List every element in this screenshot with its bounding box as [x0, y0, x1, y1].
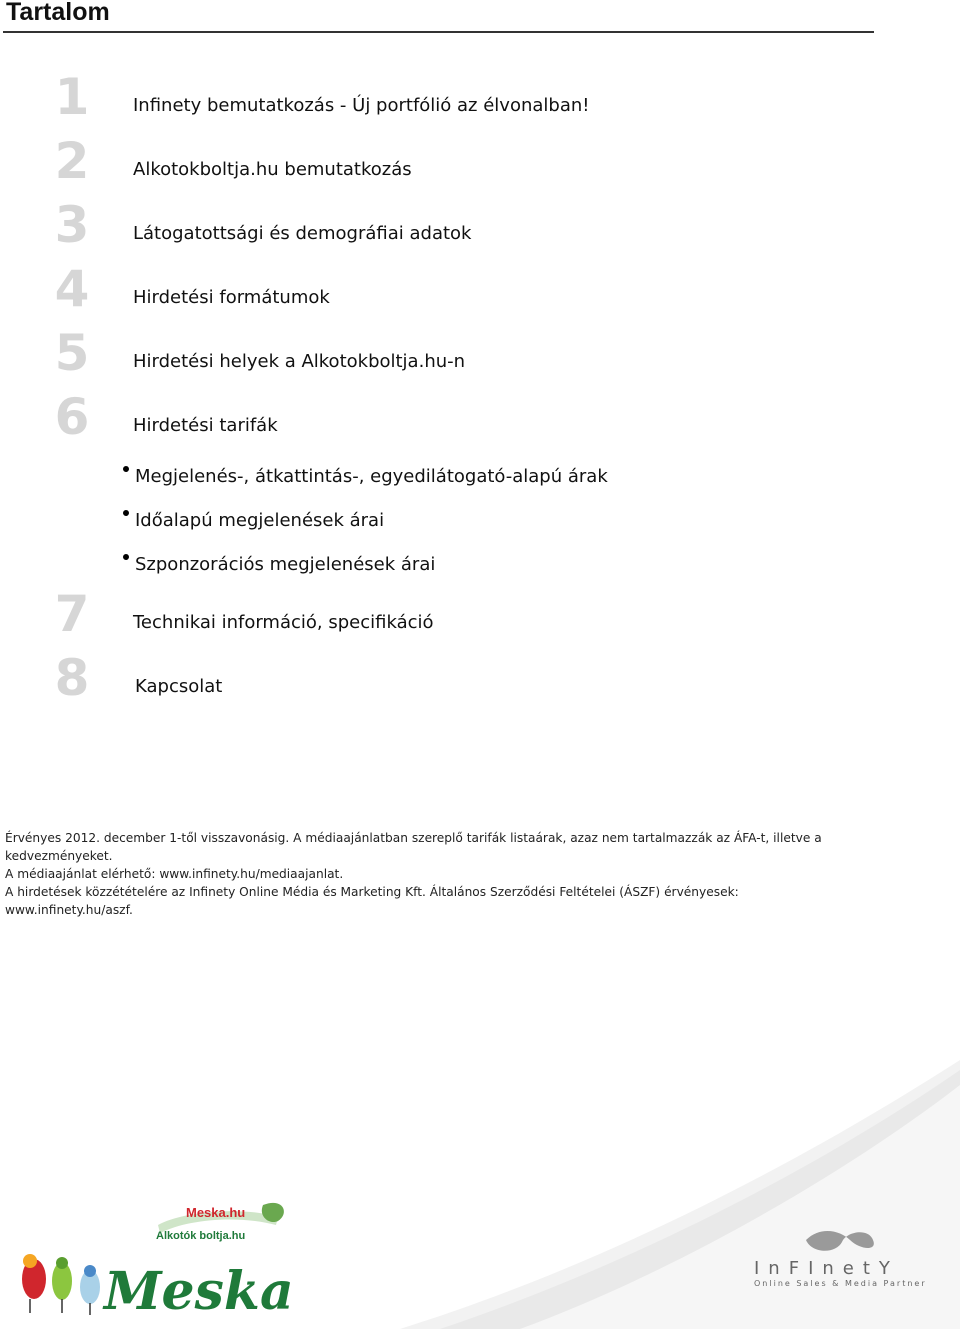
infinety-name-text: InFInetY [754, 1258, 899, 1279]
note-validity: Érvényes 2012. december 1-től visszavonásig. A médiaajánlatban szereplő tarifák listaárak, azaz nem tartalmazzák az ÁFA-t, illetve a kedvezményeket. [5, 831, 822, 863]
page-title: Tartalom [6, 0, 110, 26]
meska-logo [8, 1195, 298, 1325]
meska-sub-text: Alkotók boltja.hu [156, 1230, 246, 1242]
toc-label-7[interactable]: Technikai információ, specifikáció [133, 612, 434, 633]
toc-number-8: 8 [54, 649, 90, 707]
toc-label-2[interactable]: Alkotokboltja.hu bemutatkozás [133, 159, 412, 180]
sub-item-label: Időalapú megjelenések árai [135, 510, 385, 531]
infinety-tagline-text: Online Sales & Media Partner [754, 1279, 927, 1288]
toc-number-3: 3 [54, 196, 90, 254]
toc-number-5: 5 [54, 324, 90, 382]
toc-label-4[interactable]: Hirdetési formátumok [133, 287, 330, 308]
toc-number-1: 1 [54, 68, 90, 126]
toc-label-8[interactable]: Kapcsolat [135, 676, 223, 697]
toc-label-5[interactable]: Hirdetési helyek a Alkotokboltja.hu-n [133, 351, 466, 372]
note-media-offer: A médiaajánlat elérhető: www.infinety.hu/mediaajanlat. [5, 867, 344, 881]
toc-number-7: 7 [54, 585, 90, 643]
note-terms: A hirdetések közzétételére az Infinety Online Média és Marketing Kft. Általános Szerződési Feltételei (ÁSZF) érvényesek: www.infinety.hu/aszf. [5, 885, 739, 917]
infinety-logo [750, 1222, 930, 1292]
toc-number-6: 6 [54, 388, 90, 446]
toc-number-2: 2 [54, 132, 90, 190]
sub-item-label: Szponzorációs megjelenések árai [135, 554, 436, 575]
toc-label-6[interactable]: Hirdetési tarifák [133, 415, 278, 436]
meska-top-text: Meska.hu [186, 1205, 246, 1220]
sub-item-label: Megjelenés-, átkattintás-, egyedilátogató-alapú árak [135, 466, 608, 487]
meska-main-text: Meska [104, 1261, 294, 1322]
toc-label-1[interactable]: Infinety bemutatkozás - Új portfólió az élvonalban! [133, 95, 590, 116]
toc-number-4: 4 [54, 260, 90, 318]
toc-label-3[interactable]: Látogatottsági és demográfiai adatok [133, 223, 472, 244]
